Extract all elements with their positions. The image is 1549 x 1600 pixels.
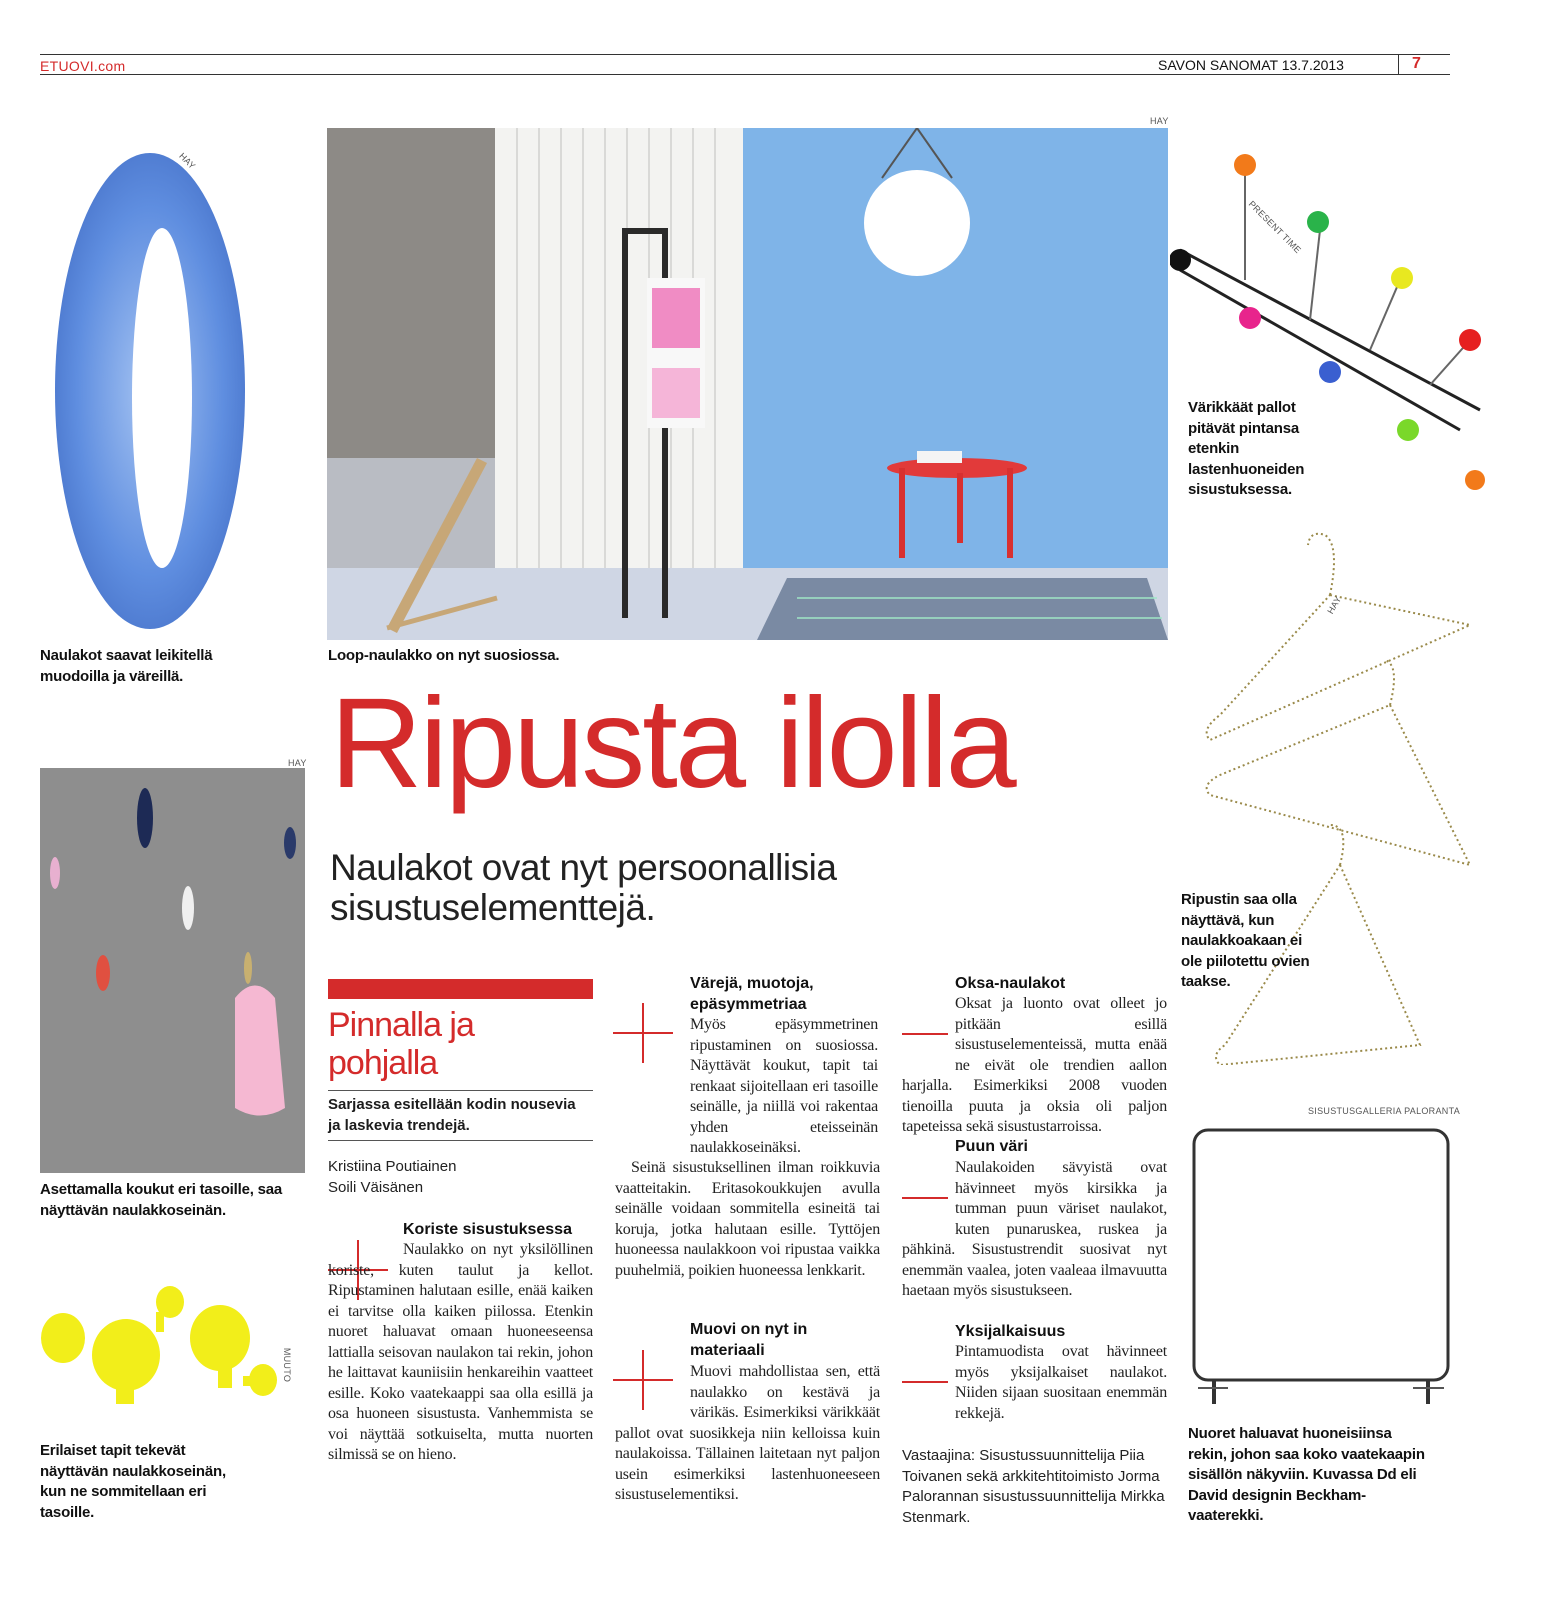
hangers-caption: Ripustin saa olla näyttävä, kun naulakkoakaan ei ole piilotettu ovien taakse. <box>1181 891 1310 990</box>
paper-date: SAVON SANOMAT 13.7.2013 <box>1158 57 1344 73</box>
hooks-credit: HAY <box>288 758 307 768</box>
section-text-koriste: Naulakko on nyt yksilöllinen koriste, kuten taulut ja kellot. Ripustaminen halutaan esille, enää kaiken ei tarvitse olla kaiken piilossa. Etenkin nuoret haluavat omaan huoneeseensa lattialla seisovan naulakon tai rekin, johon he laittavat kauniisiin henkareihin vaatteet esille. Koko vaatekaappi saa olla esillä ja osa huoneen sisustusta. Vanhemmista se voi näyttää sotkuiselta, mutta nuorten silmissä se on hieno. <box>328 1241 593 1463</box>
author-2: Soili Väisänen <box>328 1178 424 1196</box>
wall-hooks-photo <box>40 768 305 1173</box>
section-title-vareja: Värejä, muotoja, epäsymmetriaa <box>690 975 814 1013</box>
headline: Ripusta ilolla <box>330 672 1014 815</box>
section-title-koriste: Koriste sisustuksessa <box>403 1221 572 1238</box>
rail-credit: SISUSTUSGALLERIA PALORANTA <box>1308 1106 1461 1116</box>
section-title-puun: Puun väri <box>955 1138 1028 1155</box>
hangers-credit: HAY <box>1325 594 1344 616</box>
ring-caption: Naulakot saavat leikitellä muodoilla ja väreillä. <box>40 647 213 685</box>
plus-icon <box>613 1003 673 1063</box>
section-text-muovi: Muovi mahdollistaa sen, että naulakko on kestävä ja värikäs. Esimerkiksi värikkäät pallot ovat suosikkeja niin kelloissa kuin naulakoissa. Tällainen laitetaan nyt paljon usein esimerkiksi lastenhuoneeseen sisustuselementiksi. <box>615 1363 880 1503</box>
dot-knobs-image <box>38 1280 278 1430</box>
balls-credit: PRESENT TIME <box>1246 198 1304 256</box>
series-intro: Sarjassa esitellään kodin nousevia ja laskevia trendejä. <box>328 1096 576 1134</box>
rail-caption: Nuoret haluavat huoneisiinsa rekin, johon saa koko vaatekaapin sisällön näkyviin. Kuvassa Dd eli David designin Beckham-vaaterekki. <box>1188 1425 1425 1524</box>
knobs-caption: Erilaiset tapit tekevät näyttävän naulakkoseinän, kun ne sommitellaan eri tasoille. <box>40 1442 226 1521</box>
section-text-vareja: Myös epäsymmetrinen ripustaminen on suosiossa. Näyttävät koukut, tapit tai renkaat sijoitellaan eri tasoille seinälle, ja niillä voi rakentaa yhden eteisseinän naulakkoseinäksi. <box>690 1016 878 1156</box>
ring-hanger-image <box>50 148 250 634</box>
page-number: 7 <box>1412 55 1421 72</box>
section-text-puun: Naulakoiden sävyistä ovat hävinneet myös kirsikka ja tumman puun väriset naulakot, kuten punaruskea, ruskea ja pähkinä. Sisustustrendit suosivat nyt enemmän vaalea, joten vaaleaa ilmavuutta haetaan myös sisustukseen. <box>902 1159 1167 1299</box>
series-red-bar <box>328 979 593 999</box>
section-title-muovi: Muovi on nyt in materiaali <box>690 1321 808 1359</box>
section-title-oksa: Oksa-naulakot <box>955 975 1066 992</box>
section-text-oksa: Oksat ja luonto ovat olleet jo pitkään esillä sisustuselementeissä, mutta enää ne eivät ole trendien aallon harjalla. Esimerkiksi 2008 vuoden tienoilla puuta ja oksia oli paljon tapeteissa sekä sisustustarroissa. <box>902 995 1167 1135</box>
header-rule-top <box>40 54 1450 55</box>
header-divider <box>1398 54 1399 75</box>
subheadline: Naulakot ovat nyt persoonallisia sisustuselementtejä. <box>330 847 837 928</box>
knobs-credit: MUUTO <box>282 1347 293 1383</box>
hooks-caption: Asettamalla koukut eri tasoille, saa näyttävän naulakkoseinän. <box>40 1181 283 1219</box>
main-photo-credit: HAY <box>1150 116 1169 126</box>
section-text-vareja-2: Seinä sisustuksellinen ilman roikkuvia vaatteitakin. Eritasokoukkujen avulla seinälle voidaan sommitella esineitä tai koruja, jotka halutaan esille. Tyttöjen huoneessa naulakkoon voi ripustaa vaikka puuhelmiä, poikien huoneessa lenkkarit. <box>615 1159 880 1279</box>
authors <box>328 1157 456 1198</box>
series-title: Pinnalla ja pohjalla <box>328 1006 474 1082</box>
section-text-yksi: Pintamuodista ovat hävinneet myös yksijalkaiset naulakot. Niiden sijaan suositaan enemmän rekkejä. <box>955 1343 1167 1422</box>
site-name: ETUOVI.com <box>40 58 126 74</box>
ring-credit: HAY <box>177 150 198 172</box>
minus-icon <box>902 1381 948 1383</box>
section-title-yksi: Yksijalkaisuus <box>955 1323 1066 1340</box>
author-1: Kristiina Poutiainen <box>328 1158 457 1175</box>
main-photo-caption: Loop-naulakko on nyt suosiossa. <box>328 647 560 664</box>
series-rule-bottom <box>328 1140 593 1141</box>
respondents: Vastaajina: Sisustussuunnittelija Piia Toivanen sekä arkkitehtitoimisto Jorma Palorannan sisustussuunnittelija Mirkka Stenmark. <box>902 1447 1165 1526</box>
balls-caption: Värikkäät pallot pitävät pintansa etenkin lastenhuoneiden sisustuksessa. <box>1188 399 1305 498</box>
series-rule-top <box>328 1090 593 1091</box>
main-photo <box>327 128 1168 640</box>
header-rule-bottom <box>40 74 1450 75</box>
clothes-rail-image <box>1188 1122 1454 1405</box>
